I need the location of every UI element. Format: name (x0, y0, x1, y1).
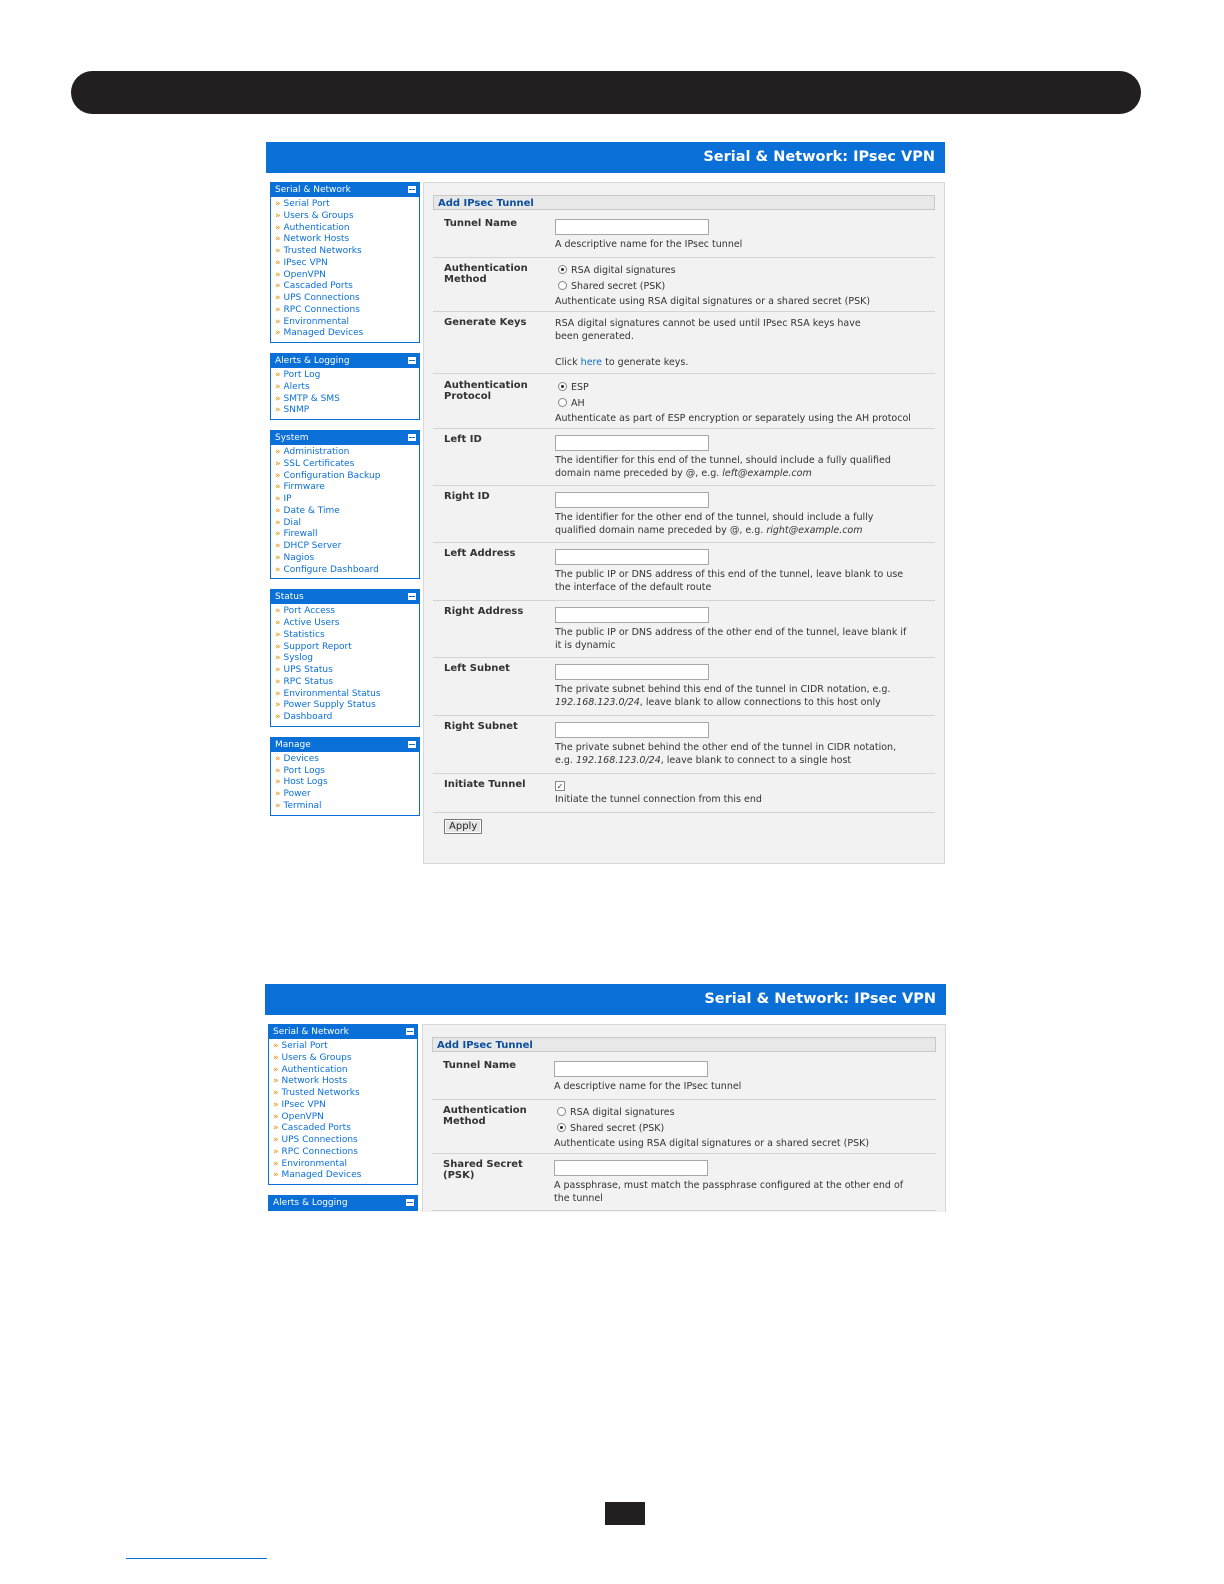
sidebar-item-dashboard[interactable]: » Dashboard (275, 712, 333, 722)
initiate-tunnel-help: Initiate the tunnel connection from this end (555, 794, 762, 805)
sidebar-item-network-hosts[interactable]: » Network Hosts (275, 234, 350, 245)
screenshot-rsa (266, 142, 945, 864)
left-subnet-help2: , leave blank to allow connections to this host only (639, 697, 881, 708)
tunnel-name-help: A descriptive name for the IPsec tunnel (554, 1081, 742, 1092)
esp-radio[interactable] (558, 382, 567, 391)
sidebar-item-alerts[interactable]: » Alerts (275, 381, 310, 392)
auth-method-help: Authenticate using RSA digital signatures or a shared secret (PSK) (555, 296, 871, 307)
sidebar-item-dhcp-server[interactable]: » DHCP Server (275, 541, 342, 551)
left-id-label: Left ID (444, 434, 482, 445)
sidebar-item-ip[interactable]: » IP (275, 494, 292, 504)
right-subnet-label: Right Subnet (444, 721, 518, 732)
sidebar-group-header[interactable] (271, 590, 419, 604)
sidebar-item-ups-connections[interactable]: » UPS Connections (275, 293, 360, 303)
sidebar-item-managed-devices[interactable]: » Managed Devices (273, 1170, 362, 1181)
sidebar-item-ups-connections[interactable]: » UPS Connections (273, 1135, 358, 1145)
sidebar-group-title: Status (275, 592, 304, 603)
right-id-help: The identifier for the other end of the tunnel, should include a fully qualified domain name preceded by @, e.g. (555, 512, 874, 536)
row-left-id (433, 429, 935, 486)
left-subnet-help: The private subnet behind this end of the tunnel in CIDR notation, e.g. (555, 684, 891, 695)
tunnel-name-label: Tunnel Name (443, 1060, 517, 1071)
sidebar-item-snmp[interactable]: » SNMP (275, 405, 310, 416)
auth-method-label: Authentication Method (443, 1105, 527, 1127)
collapse-icon[interactable] (406, 1199, 414, 1206)
tunnel-name-label: Tunnel Name (444, 218, 518, 229)
sidebar-item-network-hosts[interactable]: » Network Hosts (273, 1076, 348, 1087)
row-shared-secret (432, 1154, 936, 1211)
sidebar-item-cascaded-ports[interactable]: » Cascaded Ports (275, 281, 353, 292)
sidebar-group-header[interactable] (271, 354, 419, 368)
footer-rule (126, 1558, 267, 1559)
row-left-subnet (433, 658, 935, 716)
sidebar-item-active-users[interactable]: » Active Users (275, 618, 340, 628)
sidebar-group-status (270, 589, 420, 727)
sidebar-item-nagios[interactable]: » Nagios (275, 552, 315, 563)
right-id-example: right@example.com (766, 525, 863, 536)
click-text: Click (555, 357, 578, 368)
sidebar-item-smtp-sms[interactable]: » SMTP & SMS (275, 393, 340, 404)
right-address-help: The public IP or DNS address of the other end of the tunnel, leave blank if it is dynamic (555, 627, 907, 651)
sidebar-item-power[interactable]: » Power (275, 789, 311, 799)
sidebar-item-ups-status[interactable]: » UPS Status (275, 665, 333, 675)
collapse-icon[interactable] (408, 593, 416, 600)
rsa-radio[interactable] (558, 265, 567, 274)
right-subnet-input[interactable] (555, 722, 709, 738)
psk-option-label: Shared secret (PSK) (570, 1123, 665, 1134)
ipsec-form (422, 1024, 946, 1212)
initiate-tunnel-checkbox[interactable]: ✓ (556, 782, 564, 791)
psk-radio[interactable] (557, 1123, 566, 1132)
sidebar-item-users-groups[interactable]: » Users & Groups (275, 210, 354, 221)
row-generate-keys (433, 312, 935, 374)
row-auth-method (432, 1100, 936, 1154)
shared-secret-input[interactable] (554, 1160, 708, 1176)
psk-option-label: Shared secret (PSK) (571, 281, 666, 292)
sidebar-item-port-log[interactable]: » Port Log (275, 370, 321, 380)
sidebar-item-authentication[interactable]: » Authentication (273, 1064, 348, 1075)
sidebar-item-cascaded-ports[interactable]: » Cascaded Ports (273, 1123, 351, 1134)
sidebar-item-openvpn[interactable]: » OpenVPN (273, 1111, 324, 1122)
row-right-address (433, 601, 935, 658)
sidebar-item-serial-port[interactable]: » Serial Port (275, 199, 330, 209)
sidebar (268, 1024, 418, 1212)
left-subnet-label: Left Subnet (444, 663, 510, 674)
sidebar-group-header[interactable] (271, 738, 419, 752)
tunnel-name-input[interactable] (554, 1061, 708, 1077)
sidebar-group-header[interactable] (269, 1196, 417, 1210)
sidebar-item-trusted-networks[interactable]: » Trusted Networks (275, 246, 362, 256)
collapse-icon[interactable] (408, 434, 416, 441)
left-subnet-input[interactable] (555, 664, 709, 680)
sidebar-item-devices[interactable]: » Devices (275, 753, 319, 764)
tunnel-name-input[interactable] (555, 219, 709, 235)
sidebar-item-trusted-networks[interactable]: » Trusted Networks (273, 1088, 360, 1098)
row-auth-protocol (433, 374, 935, 429)
collapse-icon[interactable] (406, 1028, 414, 1035)
sidebar-group-header[interactable] (271, 431, 419, 445)
shared-secret-label: Shared Secret (PSK) (443, 1159, 523, 1181)
row-initiate-tunnel (433, 774, 935, 813)
sidebar-item-ipsec-vpn[interactable]: » IPsec VPN (273, 1099, 326, 1110)
sidebar-group-header[interactable] (269, 1025, 417, 1039)
sidebar-group-title: Serial & Network (275, 185, 351, 195)
page-title: Serial & Network: IPsec VPN (265, 984, 946, 1015)
sidebar-group-title: System (275, 433, 309, 443)
generate-keys-link[interactable]: here (580, 357, 603, 368)
screenshot-psk (265, 984, 946, 1212)
auth-method-help: Authenticate using RSA digital signatures or a shared secret (PSK) (554, 1138, 870, 1149)
sidebar-group-alerts-logging (270, 353, 420, 420)
sidebar-item-dial[interactable]: » Dial (275, 517, 301, 528)
sidebar-item-environmental[interactable]: » Environmental (275, 316, 349, 327)
sidebar-item-firmware[interactable]: » Firmware (275, 482, 325, 493)
auth-method-label: Authentication Method (444, 263, 528, 285)
right-address-label: Right Address (444, 606, 524, 617)
sidebar-group-title: Manage (275, 739, 311, 750)
left-address-help: The public IP or DNS address of this end of the tunnel, leave blank to use the interface of the default route (555, 569, 904, 593)
sidebar-item-port-logs[interactable]: » Port Logs (275, 765, 325, 776)
page-title: Serial & Network: IPsec VPN (266, 142, 945, 173)
sidebar-item-users-groups[interactable]: » Users & Groups (273, 1052, 352, 1063)
right-id-input[interactable] (555, 492, 709, 508)
sidebar-group-manage (270, 737, 420, 816)
rsa-option-label: RSA digital signatures (571, 265, 676, 276)
sidebar (270, 182, 420, 826)
sidebar-item-environmental[interactable]: » Environmental (273, 1158, 347, 1169)
sidebar-item-configure-dashboard[interactable]: » Configure Dashboard (275, 564, 379, 575)
generate-keys-rest: to generate keys. (605, 357, 689, 368)
sidebar-group-alerts-logging (268, 1195, 418, 1211)
sidebar-item-rpc-connections[interactable]: » RPC Connections (275, 304, 360, 315)
row-right-subnet (433, 716, 935, 774)
sidebar-item-configuration-backup[interactable]: » Configuration Backup (275, 470, 381, 481)
sidebar-item-host-logs[interactable]: » Host Logs (275, 777, 328, 788)
sidebar-group-title: Alerts & Logging (273, 1198, 348, 1208)
sidebar-item-rpc-connections[interactable]: » RPC Connections (273, 1146, 358, 1157)
right-subnet-example: 192.168.123.0/24 (575, 755, 661, 766)
generate-keys-label: Generate Keys (444, 317, 527, 328)
sidebar-item-syslog[interactable]: » Syslog (275, 653, 313, 664)
initiate-tunnel-label: Initiate Tunnel (444, 779, 526, 790)
page-number-box (605, 1502, 645, 1525)
auth-protocol-help: Authenticate as part of ESP encryption or separately using the AH protocol (555, 413, 911, 424)
ah-option-label: AH (571, 398, 585, 409)
left-address-input[interactable] (555, 549, 709, 565)
sidebar-item-openvpn[interactable]: » OpenVPN (275, 269, 326, 280)
right-id-label: Right ID (444, 491, 490, 502)
sidebar-item-serial-port[interactable]: » Serial Port (273, 1041, 328, 1051)
sidebar-item-statistics[interactable]: » Statistics (275, 629, 325, 640)
sidebar-item-date-time[interactable]: » Date & Time (275, 505, 340, 516)
right-subnet-help: The private subnet behind the other end of the tunnel in CIDR notation, e.g. (555, 742, 897, 766)
sidebar-item-rpc-status[interactable]: » RPC Status (275, 676, 334, 687)
collapse-icon[interactable] (408, 186, 416, 193)
ah-radio[interactable] (558, 398, 567, 407)
sidebar-item-ssl-certificates[interactable]: » SSL Certificates (275, 458, 355, 469)
apply-button[interactable]: Apply (444, 819, 482, 834)
sidebar-group-serial-network (270, 182, 420, 343)
row-tunnel-name (433, 213, 935, 258)
sidebar-item-power-supply-status[interactable]: » Power Supply Status (275, 700, 376, 711)
row-auth-method (433, 258, 935, 312)
auth-protocol-label: Authentication Protocol (444, 380, 528, 402)
sidebar-item-administration[interactable]: » Administration (275, 447, 350, 457)
left-address-label: Left Address (444, 548, 516, 559)
left-subnet-example: 192.168.123.0/24 (555, 697, 640, 708)
rsa-option-label: RSA digital signatures (570, 1107, 675, 1118)
sidebar-group-header[interactable] (271, 183, 419, 197)
sidebar-item-support-report[interactable]: » Support Report (275, 641, 352, 652)
left-id-example: left@example.com (722, 468, 812, 479)
esp-option-label: ESP (571, 382, 589, 393)
sidebar-group-system (270, 430, 420, 579)
row-tunnel-name (432, 1055, 936, 1100)
left-id-help: The identifier for this end of the tunnel, should include a fully qualified domain name preceded by @, e.g. (555, 455, 891, 479)
right-address-input[interactable] (555, 607, 709, 623)
right-subnet-help2: , leave blank to connect to a single host (660, 755, 852, 766)
ipsec-form (423, 182, 945, 864)
generate-keys-text: RSA digital signatures cannot be used until IPsec RSA keys have been generated. (555, 318, 861, 342)
form-header: Add IPsec Tunnel (433, 195, 935, 210)
sidebar-item-managed-devices[interactable]: » Managed Devices (275, 328, 364, 339)
collapse-icon[interactable] (408, 741, 416, 748)
section-banner (71, 71, 1141, 114)
sidebar-item-environmental-status[interactable]: » Environmental Status (275, 688, 381, 699)
psk-radio[interactable] (558, 281, 567, 290)
sidebar-item-terminal[interactable]: » Terminal (275, 800, 322, 811)
tunnel-name-help: A descriptive name for the IPsec tunnel (555, 239, 743, 250)
row-right-id (433, 486, 935, 543)
collapse-icon[interactable] (408, 357, 416, 364)
sidebar-item-ipsec-vpn[interactable]: » IPsec VPN (275, 257, 328, 268)
row-left-address (433, 543, 935, 601)
form-header: Add IPsec Tunnel (432, 1037, 936, 1052)
sidebar-group-title: Serial & Network (273, 1027, 349, 1037)
shared-secret-help: A passphrase, must match the passphrase configured at the other end of the tunnel (554, 1180, 904, 1204)
rsa-radio[interactable] (557, 1107, 566, 1116)
sidebar-item-firewall[interactable]: » Firewall (275, 529, 318, 540)
sidebar-group-title: Alerts & Logging (275, 356, 350, 366)
sidebar-group-serial-network (268, 1024, 418, 1185)
sidebar-item-authentication[interactable]: » Authentication (275, 222, 350, 233)
left-id-input[interactable] (555, 435, 709, 451)
sidebar-item-port-access[interactable]: » Port Access (275, 606, 336, 617)
